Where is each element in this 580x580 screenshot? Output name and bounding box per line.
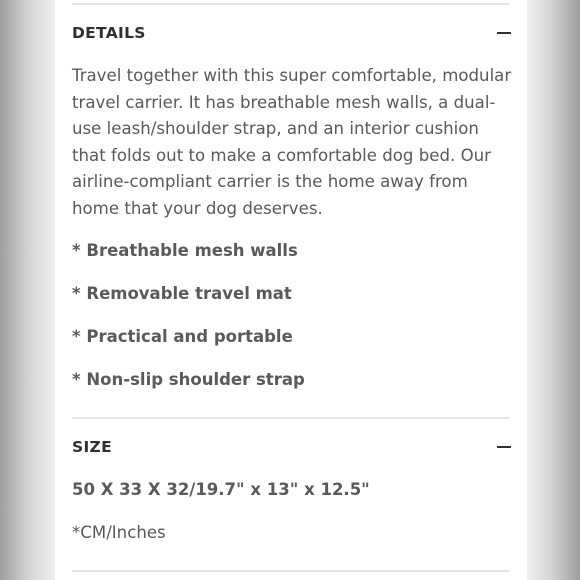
size-unit-note: *CM/Inches [72,523,166,542]
details-collapse-toggle[interactable] [489,20,519,46]
details-description: Travel together with this super comfortable, modular travel carrier. It has breathable mesh walls, a dual-use leash/shoulder strap, and an interior cushion that folds out to make a comfortable dog bed. Our airline-compliant carrier is the home away from home that your dog deserves. [72,66,512,218]
feature-item: * Breathable mesh walls [72,241,298,260]
details-heading[interactable]: DETAILS [72,24,146,42]
size-collapse-toggle[interactable] [489,434,519,460]
product-info-panel [55,0,527,580]
bottom-divider [72,570,509,572]
size-heading[interactable]: SIZE [72,438,112,456]
size-dimensions: 50 X 33 X 32/19.7" x 13" x 12.5" [72,480,370,499]
minus-icon[interactable] [497,446,511,448]
feature-item: * Practical and portable [72,327,293,346]
feature-item: * Removable travel mat [72,284,292,303]
feature-item: * Non-slip shoulder strap [72,370,305,389]
section-divider [72,417,509,419]
minus-icon[interactable] [497,32,511,34]
top-divider [72,3,509,5]
